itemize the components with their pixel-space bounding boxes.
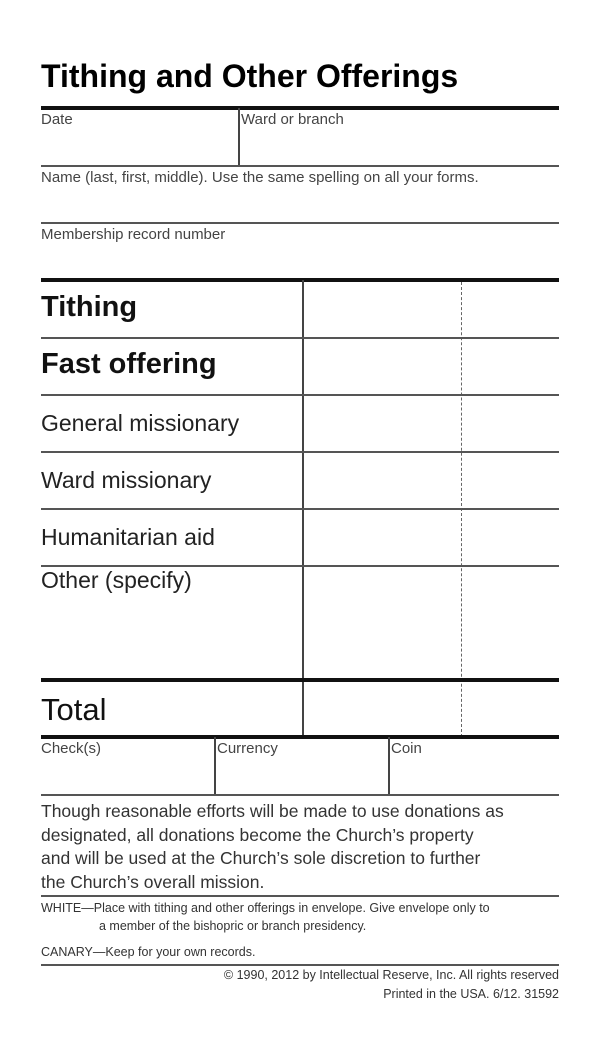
row-humanitarian-aid: Humanitarian aid	[41, 524, 215, 550]
row-tithing: Tithing	[41, 291, 138, 323]
divider	[41, 735, 559, 739]
divider	[41, 508, 559, 510]
disclaimer-line: designated, all donations become the Church’s property	[41, 824, 474, 845]
divider	[41, 794, 559, 796]
divider	[41, 222, 559, 224]
form-title: Tithing and Other Offerings	[41, 58, 459, 94]
row-fast-offering: Fast offering	[41, 348, 217, 380]
divider	[41, 337, 559, 339]
row-other: Other (specify)	[41, 567, 192, 593]
divider	[41, 394, 559, 396]
coin-field[interactable]: Coin	[391, 740, 422, 757]
canary-copy-note: CANARY—Keep for your own records.	[41, 945, 256, 959]
disclaimer-line: Though reasonable efforts will be made to use donations as	[41, 801, 504, 821]
row-ward-missionary: Ward missionary	[41, 467, 212, 493]
membership-field[interactable]: Membership record number	[41, 226, 226, 243]
disclaimer-line: and will be used at the Church’s sole discretion to further	[41, 848, 481, 868]
ward-field[interactable]: Ward or branch	[241, 111, 344, 128]
row-total: Total	[41, 692, 107, 727]
divider	[41, 964, 559, 966]
disclaimer	[41, 800, 504, 894]
divider	[41, 451, 559, 453]
divider	[41, 278, 559, 282]
divider	[41, 678, 559, 682]
currency-field[interactable]: Currency	[217, 740, 278, 757]
print-info: Printed in the USA. 6/12. 31592	[383, 987, 559, 1001]
name-field[interactable]: Name (last, first, middle). Use the same spelling on all your forms.	[41, 169, 479, 186]
checks-field[interactable]: Check(s)	[41, 740, 102, 757]
divider	[41, 106, 559, 110]
divider	[214, 737, 216, 794]
date-field[interactable]: Date	[41, 111, 73, 128]
row-general-missionary: General missionary	[41, 410, 240, 436]
white-copy-note: WHITE—Place with tithing and other offerings in envelope. Give envelope only to	[41, 901, 490, 915]
divider	[41, 895, 559, 897]
copyright: © 1990, 2012 by Intellectual Reserve, Inc. All rights reserved	[223, 968, 559, 982]
white-copy-note-cont: a member of the bishopric or branch presidency.	[99, 919, 367, 933]
divider	[388, 737, 390, 794]
divider	[238, 108, 240, 165]
dollar-cents-divider	[461, 282, 462, 737]
divider	[41, 165, 559, 167]
disclaimer-line: the Church’s overall mission.	[41, 871, 265, 892]
